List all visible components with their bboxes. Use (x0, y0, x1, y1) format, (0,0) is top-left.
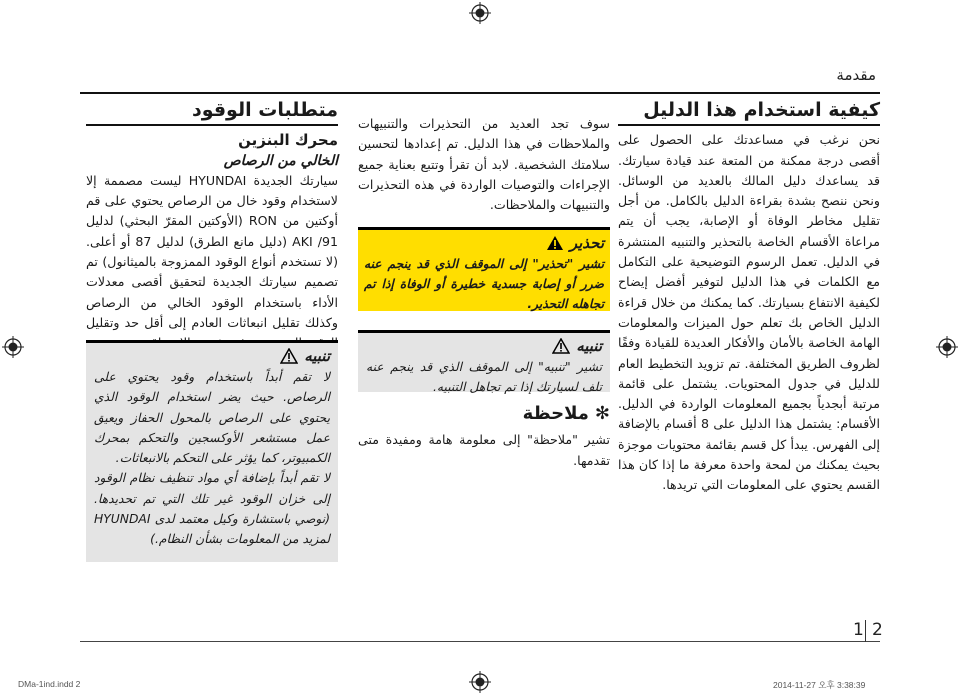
caution-items-left (94, 367, 330, 550)
caution-title-row-middle (366, 337, 602, 355)
registration-mark-bottom (469, 671, 491, 693)
warnings-intro: سوف تجد العديد من التحذيرات والتنبيهات والملاحظات في هذا الدليل. تم إعدادها لتحسين سلامتك الشخصية. لابد أن تقرأ وتتبع بعناية جميع الإجراءات والتوصيات الواردة في هذه التحذيرات والتنبيهات والملاحظات. (358, 116, 610, 213)
page-number-left: 2 (872, 620, 883, 640)
manual-usage-heading: كيفية استخدام هذا الدليل (643, 99, 880, 121)
fuel-body: سيارتك الجديدة HYUNDAI ليست مصممة إلا لاستخدام وقود خال من الرصاص يحتوي على قم أوكتين من RON (الأوكتين المقرّ البحثي) لدليل 91/ AKI (دليل مانع الطرق) لدليل 87 أو أعلى. (لا تستخدم أنواع الوقود الممزوجة بالميثانول) تم تصميم سيارتك الجديدة لتحقيق أقصى معدلات الأداء باستخدام الوقود الخالي من الرصاص وكذلك تقليل انبعاثات العادم إلى أقل حد وتقليل (86, 172, 338, 330)
caution-box-middle (358, 330, 610, 395)
notice-text: تشير "ملاحظة" إلى معلومة هامة ومفيدة متى تقدمها. (358, 432, 610, 468)
unleaded-subheading: الخالي من الرصاص (223, 152, 338, 169)
middle-column (358, 114, 610, 215)
footer-rule (80, 641, 880, 642)
manual-usage-body: نحن نرغب في مساعدتك على الحصول على أقصى درجة ممكنة من المتعة عند قيادة سيارتك. قد يساعدك دليل المالك بالعديد من الوسائل. ونحن ننصح بشدة بقراءة الدليل بالكامل. من أجل تقليل مخاطر الوفاة أو الإصابة، يجب أن يتم مراعاة الأقسام الخاصة بالتحذير والتنبيه المنتشرة في الدليل. تعمل الرسوم التوضيحية على التكامل مع الكلمات في هذا الدليل لتوفير أفضل إيضاح لكيفية الانتفاع بسيارتك. كما يمكنك من خلال قراءة الدليل الخاص بك تعلم حول الميزات والمعلومات الهامة الخاصة بالأمان والأفكار العديدة للقيادة وفقًا لظروف الطريق المختلفة. تم تزويد التخطيط العام للدليل في جدول المحتويات. يشتمل على قائمة مرتبة أبجدياً بجميع المعلومات الواردة في الدليل. الأقسام: يشتمل هذا الدليل على 8 أقسام بالإضافة إلى الفهرس. يبدأ كل قسم بقائمة محتويات موجزة بحيث يمكنك من لمحة واحدة معرفة ما إذا كان هذا القسم يحتوي على المعلومات التي تريدها. (618, 132, 880, 493)
warning-text: تشير "تحذير" إلى الموقف الذي قد ينجم عنه ضرر أو إصابة جسدية خطيرة أو الوفاة إذا تم تجاهله التحذير. (364, 257, 604, 311)
registration-mark-right (936, 336, 958, 358)
header-rule (80, 92, 880, 94)
left-column (86, 100, 338, 354)
gasoline-engine-subheading: محرك البنزين (238, 131, 338, 150)
registration-mark-left (2, 336, 24, 358)
warning-triangle-icon (546, 235, 564, 251)
caution-triangle-icon-left (280, 348, 298, 364)
notice-heading-row (358, 404, 610, 424)
notice-block (358, 404, 610, 471)
warning-title-row (364, 234, 604, 252)
registration-mark-top (469, 2, 491, 24)
caution-box-left (86, 340, 338, 562)
caution-text-middle: تشير "تنبيه" إلى الموقف الذي قد ينجم عنه تلف لسيارتك إذا تم تجاهل التنبيه. (366, 360, 602, 395)
warning-box (358, 227, 610, 311)
file-info: DMa-1ind.indd 2 (18, 679, 81, 689)
page-number-right: 1 (853, 620, 864, 640)
caution-title-row-left (94, 347, 330, 365)
fuel-requirements-heading: متطلبات الوقود (191, 99, 338, 121)
right-column (618, 100, 880, 496)
warning-title: تحذير (569, 234, 604, 252)
right-heading-rule (618, 124, 880, 126)
date-info: 2014-11-27 오후 3:38:39 (773, 680, 866, 690)
caution-triangle-icon (552, 338, 570, 354)
caution-item-2: لا تقم أبداً بإضافة أي مواد تنظيف نظام الوقود إلى خزان الوقود غير تلك التي تم تحديدها. (نوصي باستشارة وكيل معتمد لدى HYUNDAI لمزيد من المعلومات بشأن النظام.) (94, 471, 330, 547)
caution-title-left: تنبيه (304, 347, 330, 365)
caution-item-1: لا تقم أبداً باستخدام وقود يحتوي على الرصاص. حيث يضر استخدام الوقود الذي يحتوي على الرصاص بالمحول الحفاز ويعيق عمل مستشعر الأوكسجين والتحكم بمحرك الكمبيوتر، كما يؤثر على التحكم بالانبعاثات. (94, 370, 330, 466)
page-number-divider (865, 620, 866, 642)
left-heading-rule (86, 124, 338, 126)
section-label: مقدمة (836, 66, 876, 84)
notice-title: ملاحظة (522, 403, 589, 424)
notice-star-icon: ✻ (594, 403, 610, 424)
caution-title-middle: تنبيه (576, 337, 602, 355)
